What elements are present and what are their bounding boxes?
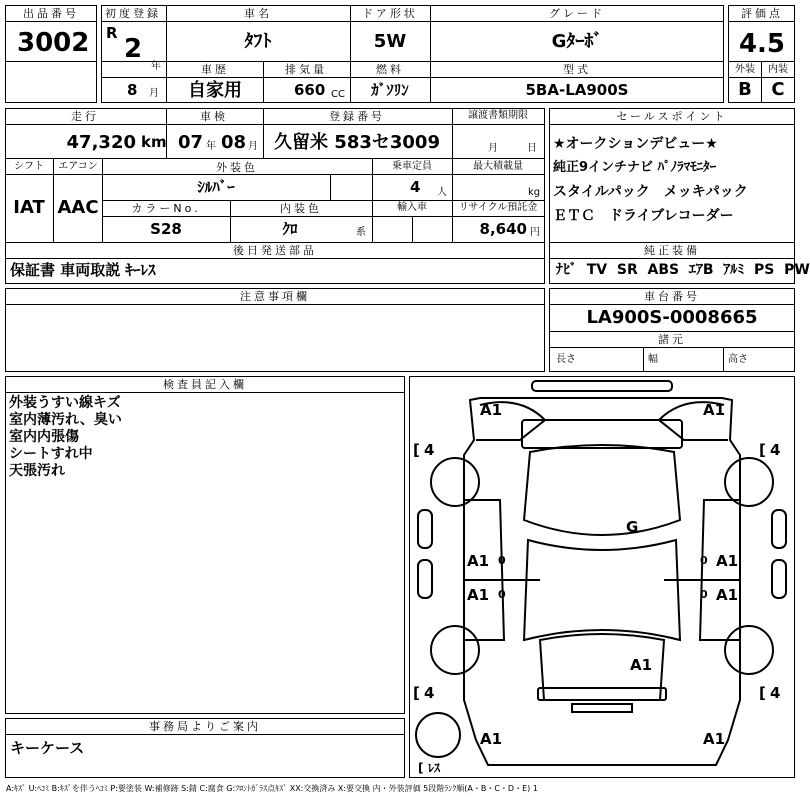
equipment-item: SR — [616, 262, 638, 278]
transfer-month-unit: 月 — [488, 143, 498, 154]
color-no: S28 — [150, 220, 182, 238]
sales-point-line: ★オークションデビュー★ — [553, 136, 718, 152]
plate-label: 登録番号 — [329, 110, 385, 123]
mark-hood: G — [626, 518, 639, 536]
inspection-label: 車検 — [200, 110, 228, 123]
ext-color: ｼﾙﾊﾞｰ — [197, 178, 235, 196]
model-code-label: 型式 — [563, 63, 591, 76]
tire-front-left-shape — [431, 458, 479, 506]
equipment-item: PW — [784, 262, 810, 278]
int-color: ｸﾛ — [282, 220, 298, 238]
mileage: 47,320 — [66, 132, 136, 153]
equipment-item: ｱﾙﾐ — [723, 262, 745, 278]
later-parts: 保証書 車両取説 ｷｰﾚｽ — [10, 261, 156, 279]
tire-rear-right-shape — [725, 626, 773, 674]
era: R — [106, 24, 118, 42]
interior-label: 内装 — [768, 64, 788, 75]
equipment-item: PS — [754, 262, 775, 278]
cc-unit: CC — [331, 89, 345, 100]
sales-point-label: セールスポイント — [616, 110, 728, 123]
history-label: 車歴 — [201, 63, 229, 76]
mark-front-right: A1 — [703, 401, 726, 419]
chassis-label: 車台番号 — [644, 290, 700, 303]
zero-mark: 0 — [498, 554, 506, 567]
interior-grade: C — [771, 79, 785, 100]
kg-unit: kg — [528, 187, 541, 198]
equipment-label: 純正装備 — [644, 244, 700, 257]
recycle-label: リサイクル預託金 — [458, 202, 538, 213]
inspector-note: 室内薄汚れ、臭い — [9, 412, 122, 428]
exterior-label: 外装 — [735, 64, 755, 75]
tire-front-right-shape — [725, 458, 773, 506]
displacement-label: 排気量 — [285, 63, 327, 76]
score: 4.5 — [738, 29, 786, 59]
tire-rear-left-shape — [431, 626, 479, 674]
windshield-shape — [522, 420, 682, 448]
mark-roof-rear: A1 — [630, 656, 653, 674]
rear-bumper-bar — [572, 704, 632, 712]
office-note: キーケース — [10, 739, 85, 757]
km-unit: km — [141, 133, 167, 151]
first-reg-label: 初度登録 — [105, 7, 161, 20]
recycle-fee: 8,640 — [479, 220, 527, 238]
tire-mark-rear-right: 4 — [770, 684, 781, 702]
inspection-year-unit: 年 — [206, 141, 216, 152]
transfer-doc-label: 譲渡書類期限 — [468, 110, 528, 121]
mark-rear-right: A1 — [703, 730, 726, 748]
capacity-label: 乗車定員 — [392, 161, 432, 172]
color-no-label: カラーNo. — [131, 202, 201, 215]
capacity: 4 — [410, 178, 421, 196]
inspector-note: 天張汚れ — [9, 463, 65, 479]
shift-label: シフト — [14, 161, 44, 172]
tire-mark-front-left: 4 — [424, 441, 435, 459]
bracket-fl: [ — [413, 441, 420, 459]
equipment-item: TV — [586, 262, 608, 278]
lot-number: 3002 — [17, 28, 90, 58]
mark-right-rear-door: A1 — [716, 586, 739, 604]
equipment-item: ﾅﾋﾞ — [556, 262, 577, 278]
aircon: AAC — [57, 197, 99, 218]
bracket-fr: [ — [759, 441, 766, 459]
equipment-item: ｴｱB — [688, 262, 714, 278]
fuel-label: 燃料 — [376, 63, 404, 76]
height-label: 高さ — [728, 354, 748, 365]
inspector-label: 検査員記入欄 — [163, 378, 247, 391]
left-mirror-shape — [418, 510, 432, 548]
yen-unit: 円 — [530, 227, 540, 238]
sales-point-line: ＥＴＣ ドライブレコーダー — [553, 208, 734, 224]
zero-mark: 0 — [700, 588, 708, 601]
chassis-number: LA900S-0008665 — [586, 307, 758, 328]
inspector-note: 外装うすい線キズ — [9, 395, 121, 411]
legend: A:ｷｽﾞ U:ﾍｺﾐ B:ｷｽﾞを伴うﾍｺﾐ P:要塗装 W:補修跡 S:錆 C:腐食 G:ﾌﾛﾝﾄｶﾞﾗｽ点ｷｽﾞ XX:交換済み X:要交換 内・外装評価 5段階ﾗﾝｸ順(A・B・C・D・E) 1 — [6, 784, 538, 793]
zero-mark: 0 — [498, 588, 506, 601]
mark-right-front-door: A1 — [716, 552, 739, 570]
bracket-rl: [ — [413, 684, 420, 702]
rear-bumper-shape — [538, 688, 666, 700]
hood-shape — [524, 445, 680, 535]
transfer-day-unit: 日 — [527, 143, 537, 154]
inspector-notes — [9, 395, 122, 480]
sales-points — [553, 132, 748, 228]
month-unit: 月 — [149, 88, 159, 99]
ext-color-label: 外装色 — [216, 161, 258, 174]
later-parts-label: 後日発送部品 — [233, 244, 317, 257]
tire-mark-rear-left: 4 — [424, 684, 435, 702]
year-unit: 年 — [151, 61, 161, 72]
equipment-item: ABS — [647, 262, 680, 278]
spare-tire-mark: ﾚｽ — [428, 761, 441, 775]
bracket-spare: [ — [418, 761, 424, 775]
fuel: ｶﾞｿﾘﾝ — [371, 81, 409, 99]
persons-unit: 人 — [437, 187, 447, 198]
car-diagram — [409, 376, 795, 778]
spare-tire-shape — [416, 713, 460, 757]
zero-mark: 0 — [700, 554, 708, 567]
door-label: ドア形状 — [362, 7, 418, 20]
door-shape: 5W — [373, 31, 407, 52]
mark-rear-left: A1 — [480, 730, 503, 748]
reg-month: 8 — [127, 81, 138, 99]
inspector-note: シートすれ中 — [9, 446, 93, 462]
mark-left-rear-door: A1 — [467, 586, 490, 604]
plate-number: 久留米 583セ3009 — [274, 132, 440, 153]
left-side-shape — [464, 500, 504, 640]
car-body-outline — [464, 398, 740, 765]
inspection-month-unit: 月 — [248, 141, 258, 152]
bracket-rr: [ — [759, 684, 766, 702]
mark-front-left: A1 — [480, 401, 503, 419]
left-mirror-shape-rear — [418, 560, 432, 598]
mileage-label: 走行 — [71, 110, 99, 123]
model-code: 5BA-LA900S — [525, 81, 629, 99]
car-name-label: 車名 — [244, 7, 272, 20]
front-bumper-shape — [532, 381, 672, 391]
max-load-label: 最大積載量 — [473, 161, 523, 172]
caution-label: 注意事項欄 — [240, 290, 310, 303]
grade: Gﾀｰﾎﾞ — [551, 31, 603, 52]
grade-label: グレード — [549, 7, 605, 20]
right-side-shape — [700, 500, 740, 640]
reg-year: 2 — [124, 34, 143, 64]
equipment-list — [556, 263, 810, 277]
inspection-year: 07 — [178, 132, 204, 153]
score-label: 評価点 — [741, 7, 783, 20]
office-label: 事務局よりご案内 — [149, 720, 261, 733]
dimensions-label: 諸元 — [658, 333, 686, 346]
aircon-label: エアコン — [58, 161, 98, 172]
displacement: 660 — [294, 81, 326, 99]
exterior-grade: B — [738, 79, 752, 100]
int-color-label: 内装色 — [280, 202, 322, 215]
tire-mark-front-right: 4 — [770, 441, 781, 459]
import-label: 輸入車 — [397, 202, 427, 213]
length-label: 長さ — [556, 354, 576, 365]
sales-point-line: スタイルパック メッキパック — [553, 184, 748, 200]
inspector-note: 室内内張傷 — [9, 429, 79, 445]
roof-shape — [524, 540, 680, 640]
car-name: ﾀﾌﾄ — [244, 31, 272, 52]
right-mirror-shape — [772, 510, 786, 548]
mark-left-front-door: A1 — [467, 552, 490, 570]
system-unit: 系 — [356, 227, 366, 238]
width-label: 幅 — [648, 354, 658, 365]
sales-point-line: 純正9インチナビ ﾊﾟﾉﾗﾏﾓﾆﾀｰ — [553, 160, 717, 175]
lot-number-label: 出品番号 — [23, 7, 79, 20]
inspection-month: 08 — [221, 132, 247, 153]
history: 自家用 — [188, 80, 242, 101]
right-mirror-shape-rear — [772, 560, 786, 598]
shift: IAT — [13, 197, 45, 218]
